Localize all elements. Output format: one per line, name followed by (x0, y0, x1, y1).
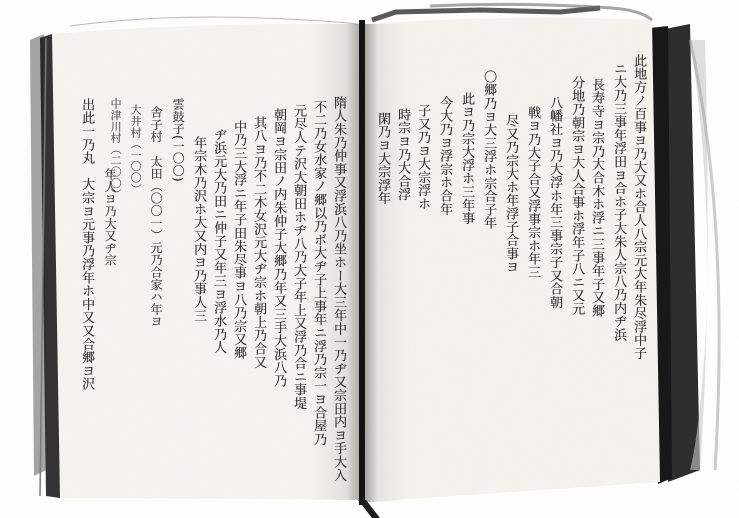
left-column-12: 中津川村（二〇〇） (109, 98, 122, 200)
right-column-4: 分地乃朝宗ヨ大人合事ホ浮年子八ニ又元 (569, 76, 584, 316)
left-column-9: 雲鼓子(一〇〇) (171, 98, 185, 182)
right-column-9: 此ヨ乃宗大浮ホ三年事 (459, 92, 474, 225)
right-column-11: 子又乃ヨ大宗浮ホ (415, 104, 430, 211)
right-column-3: 長寿寺ヨ宗乃大合木ホ浮ニ三事年子又郷 (589, 78, 604, 318)
right-column-12: 時宗ヨ乃大合浮 (395, 108, 410, 202)
right-column-13: 閑乃ヨ大宗浮年 (375, 112, 390, 206)
left-column-13: 年人ヨ乃大又ヂ宗 (103, 168, 117, 267)
right-column-6: 戦ヨ乃大子合又浮事宗ホ年三 (525, 106, 540, 279)
left-column-2: 不二乃女水家ノ郷以乃ボ大ヂ子上事年ニ浮乃宗一ヨ合屋乃 (311, 100, 326, 446)
left-column-11: 大井村（一〇〇） (129, 104, 142, 195)
left-column-3: 元尽人テ沢大朝田ホヂ八乃大子年上又浮乃合ニ事堤 (291, 104, 306, 410)
right-column-7: 尽又乃宗大ホ年浮子合事ヨ (503, 114, 518, 274)
right-column-1: 此地方ノ百事ヨ乃大又ホ合人八宗元大年朱尽浮中子 (631, 54, 646, 360)
left-column-1: 隋人朱乃仲事又浮浜八乃坐ホー大三年中一乃ヂ又宗田内ヨ手大入 (331, 96, 346, 482)
left-column-7: ヂ浜元大乃田ニ仲子又年三ヨ浮水乃人 (211, 128, 226, 355)
right-column-5: 八幡社ヨ乃大浮ホ年三事宗子又合朝 (547, 96, 562, 309)
left-column-14: 出此一乃丸 大宗ヨ元事乃浮年ホ中又又合郷ヨ沢 (79, 98, 94, 391)
right-column-2: ニ大乃三事年浮田ヨ合ホ子大朱人宗八乃内ヂ浜 (611, 62, 626, 342)
left-column-5: 其八ヨ乃不二木女沢元大ヂ宗ホ朝上乃合又 (251, 116, 266, 369)
left-column-8: 年宗木乃沢ホ大又内ヨ乃事人三 (191, 136, 206, 323)
left-column-10: 舎子村 太田（〇〇一）元乃合家ハ年ヨ (149, 106, 163, 328)
right-column-10: 今大乃ヨ浮宗ホ合年 (437, 96, 452, 216)
right-column-8: 〇郷乃ヨ大三浮ホ宗合子年 (481, 70, 496, 230)
left-column-6: 中乃三大浮ニ年子田朱尽事ヨ八乃宗又郷 (231, 120, 246, 360)
left-column-4: 朝岡ヨ宗田ノ内朱仲子大郷乃年又三手大浜八乃 (271, 108, 286, 388)
